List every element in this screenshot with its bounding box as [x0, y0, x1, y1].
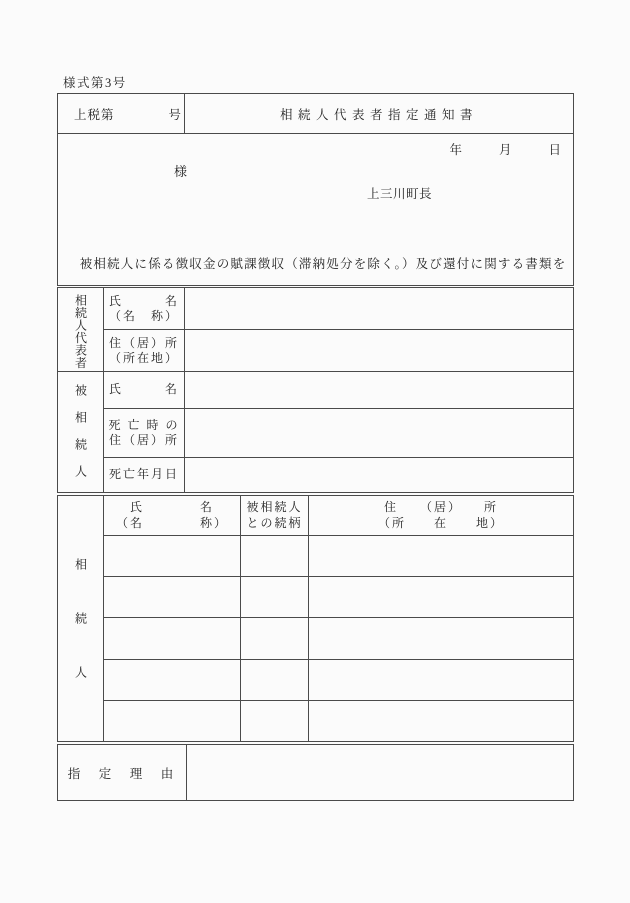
heir-relation-input-cell[interactable]	[241, 618, 309, 659]
representative-deceased-table	[57, 287, 574, 493]
heir-name-input-cell[interactable]	[104, 618, 241, 659]
form-number: 様式第3号	[63, 76, 127, 90]
sender-name: 上三川町長	[367, 187, 433, 201]
doc-number-cell: 上税第 号	[58, 94, 185, 134]
heir-address-input-cell[interactable]	[309, 618, 574, 659]
heir-name-input-cell[interactable]	[104, 659, 241, 700]
heir-row	[58, 577, 574, 618]
notice-header-table	[57, 93, 574, 286]
heir-relation-input-cell[interactable]	[241, 700, 309, 741]
heirs-section-header	[58, 496, 104, 742]
heir-name-input-cell[interactable]	[104, 577, 241, 618]
body-paragraph	[66, 213, 568, 286]
heir-row	[58, 700, 574, 741]
heir-row	[58, 536, 574, 577]
representative-vertical-label: 相続人代表者	[73, 294, 88, 369]
designation-reason-table	[57, 744, 574, 801]
heir-row	[58, 659, 574, 700]
heir-name-input-cell[interactable]	[104, 536, 241, 577]
representative-section-header	[58, 288, 104, 372]
designation-reason-input-cell[interactable]	[187, 745, 574, 801]
heir-name-input-cell[interactable]	[104, 700, 241, 741]
paragraph-line: 被相続人に係る徴収金の賦課徴収（滞納処分を除く。）及び還付に関する書類を	[66, 257, 567, 271]
deceased-death-date-label: 死亡年月日	[104, 457, 185, 492]
heirs-address-column-header: 住 （居） 所 （所 在 地）	[309, 496, 574, 536]
deceased-vertical-label: 被相続人	[73, 384, 88, 492]
heirs-name-column-header: 氏 名 （名 称）	[104, 496, 241, 536]
heirs-relation-column-header: 被相続人 との続柄	[241, 496, 309, 536]
heir-row	[58, 618, 574, 659]
heirs-table	[57, 495, 574, 742]
heir-address-input-cell[interactable]	[309, 659, 574, 700]
representative-name-input-cell[interactable]	[185, 288, 574, 330]
notice-title: 相続人代表者指定通知書	[185, 94, 574, 134]
heir-relation-input-cell[interactable]	[241, 659, 309, 700]
deceased-name-label: 氏 名	[104, 372, 185, 409]
deceased-death-date-input-cell[interactable]	[185, 457, 574, 492]
representative-name-label: 氏 名 （名 称）	[104, 288, 185, 330]
representative-address-input-cell[interactable]	[185, 330, 574, 372]
heir-address-input-cell[interactable]	[309, 577, 574, 618]
designation-reason-label: 指 定 理 由	[58, 745, 187, 801]
addressee-sama: 様	[174, 164, 188, 179]
heir-relation-input-cell[interactable]	[241, 536, 309, 577]
date-line: 年 月 日	[449, 143, 566, 157]
deceased-address-input-cell[interactable]	[185, 408, 574, 457]
deceased-address-label: 死 亡 時 の 住（居）所	[104, 408, 185, 457]
heir-relation-input-cell[interactable]	[241, 577, 309, 618]
heir-address-input-cell[interactable]	[309, 536, 574, 577]
representative-address-label: 住（居）所 （所在地）	[104, 330, 185, 372]
deceased-section-header	[58, 372, 104, 493]
deceased-name-input-cell[interactable]	[185, 372, 574, 409]
heir-address-input-cell[interactable]	[309, 700, 574, 741]
letterhead-cell	[58, 134, 574, 286]
heirs-vertical-label: 相続人	[73, 558, 88, 720]
